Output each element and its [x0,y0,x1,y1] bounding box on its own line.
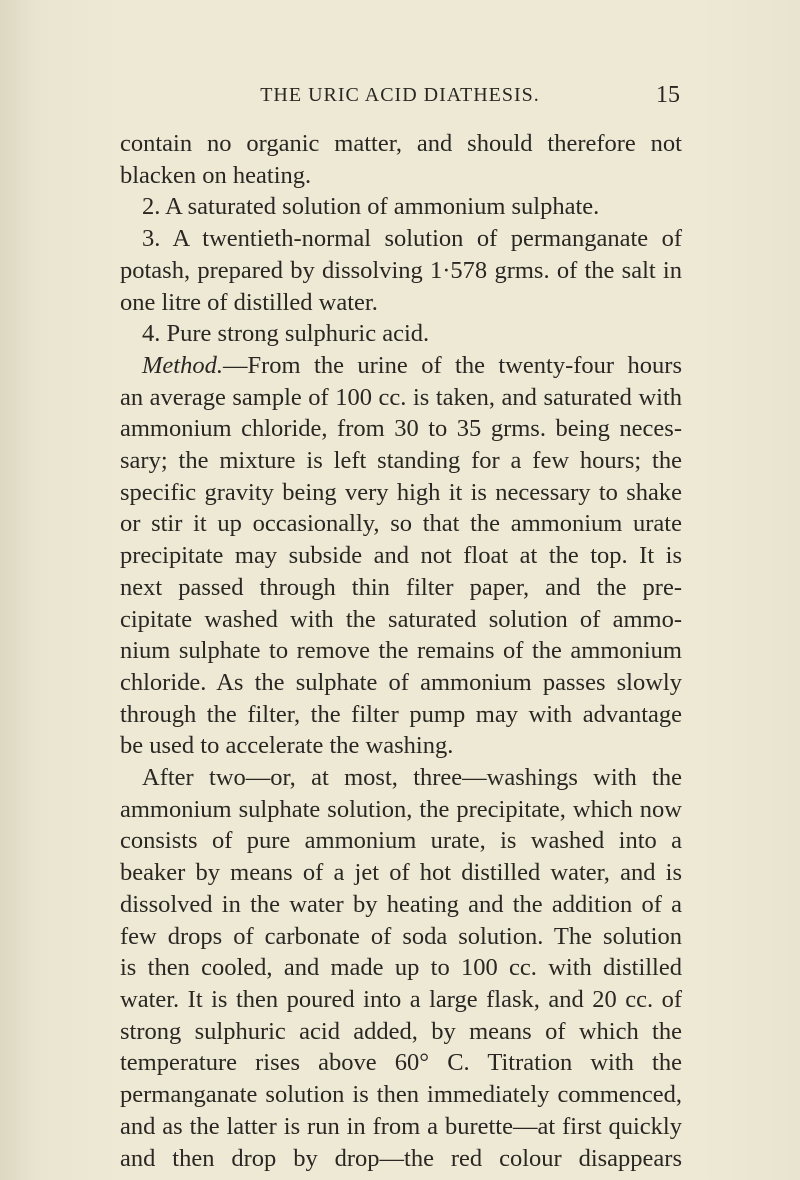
text-line: 4. Pure strong sulphuric acid. [142,320,430,348]
text-line: After two—or, at most, three—washings with the [142,764,682,792]
text-line: specific gravity being very high it is necessary to shake [120,478,682,506]
text-line: through the filter, the filter pump may with advantage [120,700,682,728]
text-line: ammonium sulphate solution, the precipitate, which now [120,795,682,823]
text-line: sary; the mixture is left standing for a few hours; the [120,447,682,475]
text-line: dissolved in the water by heating and the addition of a [120,890,682,918]
text-line: strong sulphuric acid added, by means of which the [120,1017,682,1045]
running-title: THE URIC ACID DIATHESIS. [260,84,540,106]
text-line: an average sample of 100 cc. is taken, and saturated with [120,383,682,411]
text-line: is then cooled, and made up to 100 cc. with distilled [120,954,682,982]
text-line: permanganate solution is then immediately commenced, [120,1081,682,1109]
text-line: precipitate may subside and not float at the top. It is [120,542,682,570]
italic-heading: Method. [142,351,223,379]
text-line: chloride. As the sulphate of ammonium passes slowly [120,668,682,696]
text-line: beaker by means of a jet of hot distilled water, and is [120,859,682,887]
page-number: 15 [656,82,680,108]
text-line: few drops of carbonate of soda solution. The solution [120,922,682,950]
text-line: potash, prepared by dissolving 1·578 grms. of the salt in [120,256,682,284]
text-line: 2. A saturated solution of ammonium sulphate. [142,193,600,221]
body-text [120,128,682,1174]
text-line: 3. A twentieth-normal solution of permanganate of [142,225,682,253]
text-line: ammonium chloride, from 30 to 35 grms. being neces- [120,415,682,443]
text-line: nium sulphate to remove the remains of the ammonium [120,637,682,665]
text-line: consists of pure ammonium urate, is washed into a [120,827,682,855]
text-line: cipitate washed with the saturated solution of ammo- [120,605,682,633]
text-line: or stir it up occasionally, so that the ammonium urate [120,510,682,538]
text-line: contain no organic matter, and should therefore not [120,130,682,157]
running-head [120,84,680,118]
text-line: and as the latter is run in from a burette—at first quickly [120,1112,682,1140]
text-line: and then drop by drop—the red colour disappears [120,1144,682,1172]
text-line: be used to accelerate the washing. [120,732,454,760]
text-line: blacken on heating. [120,161,312,189]
text-line: one litre of distilled water. [120,288,378,316]
text-line: water. It is then poured into a large flask, and 20 cc. of [120,985,682,1013]
text-line: temperature rises above 60° C. Titration with the [120,1049,682,1077]
text-line: next passed through thin filter paper, and the pre- [120,573,682,601]
text-line: Method.—From the urine of the twenty-four hours [142,351,682,379]
